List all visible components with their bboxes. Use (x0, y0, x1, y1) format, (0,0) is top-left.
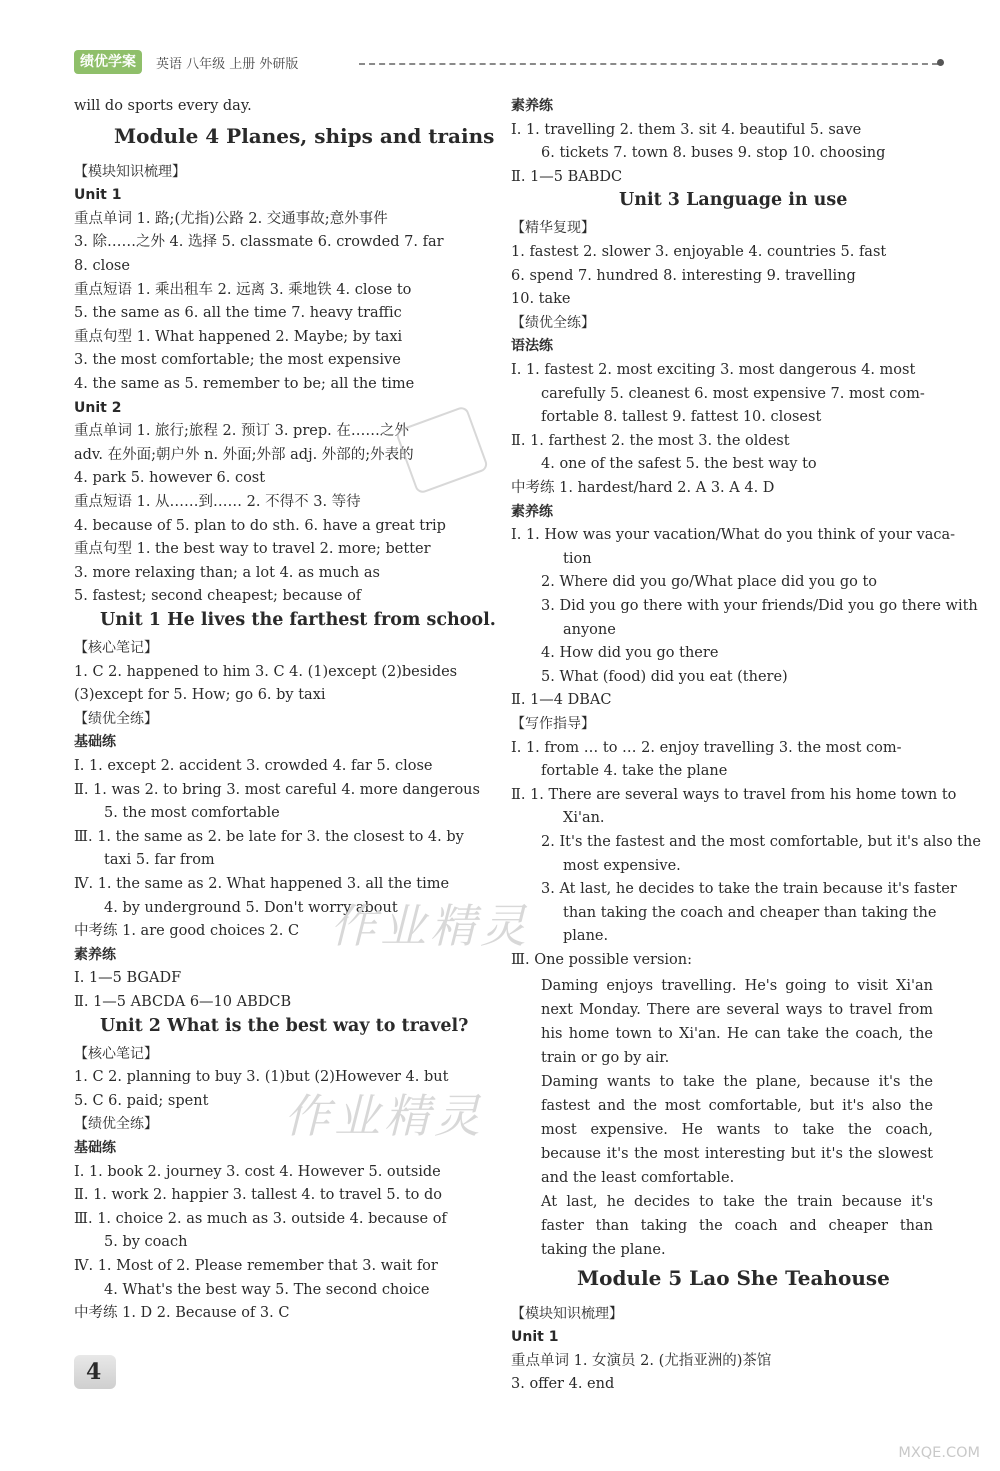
answer-line: 2. Where did you go/What place did you go to (541, 574, 878, 591)
answer-line: 1. C 2. happened to him 3. C 4. (1)except (2)besides (74, 663, 458, 680)
subsection-label: 素养练 (511, 503, 553, 520)
section-tag: 【写作指导】 (511, 716, 595, 732)
subsection-label: Unit 1 (74, 187, 122, 204)
answer-line: Ⅲ. 1. the same as 2. be late for 3. the closest to 4. by (74, 828, 464, 845)
answer-line: 重点句型 1. the best way to travel 2. more; better (74, 541, 431, 558)
answer-line: Ⅲ. 1. choice 2. as much as 3. outside 4. because of (74, 1210, 447, 1227)
answer-line: 中考练 1. are good choices 2. C (74, 923, 300, 940)
subsection-label: 素养练 (74, 946, 116, 963)
section-tag: 【精华复现】 (511, 220, 595, 237)
subsection-label: Unit 2 (74, 399, 122, 416)
answer-line: 1. C 2. planning to buy 3. (1)but (2)However 4. but (74, 1069, 449, 1086)
answer-line: Ⅱ. 1. There are several ways to travel from his home town to (511, 786, 957, 803)
answer-line: Ⅲ. One possible version: (511, 952, 692, 968)
section-tag: 【模块知识梳理】 (511, 1305, 623, 1322)
answer-line: Ⅱ. 1. was 2. to bring 3. most careful 4. more dangerous (74, 781, 480, 798)
answer-line: 5. C 6. paid; spent (74, 1092, 209, 1109)
header-dot-icon (937, 59, 944, 66)
answer-line: 5. the most comfortable (104, 805, 280, 822)
answer-line: 2. It's the fastest and the most comfortable, but it's also the (541, 834, 981, 850)
answer-line: 3. 除……之外 4. 选择 5. classmate 6. crowded 7. far (74, 234, 444, 251)
book-subtitle: 英语 八年级 上册 外研版 (156, 57, 299, 72)
stamp-watermark-icon (395, 405, 490, 495)
answer-line: 5. fastest; second cheapest; because of (74, 588, 362, 605)
answer-line: Ⅱ. 1. farthest 2. the most 3. the oldest (511, 432, 790, 449)
answer-line: adv. 在外面;朝户外 n. 外面;外部 adj. 外部的;外表的 (74, 446, 414, 463)
answer-line: 3. offer 4. end (511, 1376, 615, 1393)
essay-paragraph: Daming wants to take the plane, because it's the fastest and the most comfortable, but it's also the most expensive. He wants to take the coach, because it's the most interesting but it's the slowest and the least comfortable. (541, 1073, 933, 1186)
answer-line: 6. tickets 7. town 8. buses 9. stop 10. choosing (541, 145, 886, 162)
answer-line: anyone (563, 621, 616, 638)
subsection-label: 素养练 (511, 98, 553, 114)
answer-line: Ⅰ. 1—5 BGADF (74, 970, 182, 987)
answer-line: than taking the coach and cheaper than taking the (563, 904, 937, 921)
answer-line: most expensive. (563, 857, 681, 874)
section-tag: 【绩优全练】 (74, 1116, 158, 1133)
answer-line: 5. What (food) did you eat (there) (541, 668, 788, 685)
section-tag: 【模块知识梳理】 (74, 163, 186, 180)
page-header (74, 50, 944, 76)
answer-line: (3)except for 5. How; go 6. by taxi (74, 687, 326, 704)
watermark-text: 作业精灵 (330, 899, 530, 953)
answer-line: Ⅳ. 1. Most of 2. Please remember that 3. wait for (74, 1258, 438, 1274)
answer-line: 4. the same as 5. remember to be; all the time (74, 376, 415, 392)
answer-line: Ⅰ. 1. fastest 2. most exciting 3. most dangerous 4. most (511, 362, 916, 378)
subsection-label: 基础练 (74, 1140, 116, 1156)
section-tag: 【核心笔记】 (74, 640, 158, 656)
subsection-label: 基础练 (74, 734, 116, 751)
unit-heading: Unit 3 Language in use (619, 190, 848, 211)
answer-line: 10. take (511, 291, 571, 308)
answer-line: will do sports every day. (74, 98, 252, 114)
answer-line: 4. one of the safest 5. the best way to (541, 456, 817, 473)
section-tag: 【绩优全练】 (511, 314, 595, 331)
answer-line: 中考练 1. hardest/hard 2. A 3. A 4. D (511, 480, 775, 496)
header-divider (359, 63, 938, 65)
answer-line: Ⅱ. 1—4 DBAC (511, 692, 612, 709)
answer-line: Ⅱ. 1—5 ABCDA 6—10 ABDCB (74, 994, 292, 1010)
answer-line: Ⅰ. 1. How was your vacation/What do you think of your vaca- (511, 527, 956, 544)
section-tag: 【绩优全练】 (74, 710, 158, 727)
essay-paragraph: Daming enjoys travelling. He's going to visit Xi'an next Monday. There are several ways to travel from his home town to Xi'an. He can take the coach, the train or go by air. (541, 977, 933, 1066)
unit-heading: Unit 1 He lives the farthest from school. (100, 610, 496, 630)
answer-line: tion (563, 550, 592, 567)
answer-line: Ⅰ. 1. from … to … 2. enjoy travelling 3. the most com- (511, 739, 902, 756)
book-logo: 绩优学案 (74, 50, 142, 74)
answer-line: 5. by coach (104, 1234, 188, 1251)
answer-line: 重点单词 1. 路;(尤指)公路 2. 交通事故;意外事件 (74, 210, 388, 227)
answer-line: Ⅰ. 1. except 2. accident 3. crowded 4. far 5. close (74, 758, 433, 774)
answer-line: 4. What's the best way 5. The second choice (104, 1281, 430, 1298)
answer-line: 6. spend 7. hundred 8. interesting 9. travelling (511, 267, 856, 284)
answer-line: taxi 5. far from (104, 852, 215, 869)
subsection-label: 语法练 (511, 338, 553, 355)
answer-line: Ⅱ. 1. work 2. happier 3. tallest 4. to travel 5. to do (74, 1187, 443, 1204)
module-heading: Module 5 Lao She Teahouse (577, 1265, 890, 1290)
answer-line: 重点句型 1. What happened 2. Maybe; by taxi (74, 328, 403, 345)
answer-line: 重点短语 1. 从……到…… 2. 不得不 3. 等待 (74, 494, 361, 510)
answer-line: 重点单词 1. 旅行;旅程 2. 预订 3. prep. 在……之外 (74, 423, 409, 440)
answer-line: 3. the most comfortable; the most expensive (74, 352, 401, 369)
answer-line: Ⅰ. 1. book 2. journey 3. cost 4. However 5. outside (74, 1163, 441, 1180)
answer-line: 1. fastest 2. slower 3. enjoyable 4. countries 5. fast (511, 244, 887, 260)
answer-line: 中考练 1. D 2. Because of 3. C (74, 1305, 290, 1322)
answer-line: 重点短语 1. 乘出租车 2. 远离 3. 乘地铁 4. close to (74, 281, 412, 298)
answer-line: fortable 8. tallest 9. fattest 10. closest (541, 409, 822, 426)
answer-line: fortable 4. take the plane (541, 763, 728, 780)
corner-watermark: MXQE.COM (898, 1445, 980, 1461)
answer-line: 4. by underground 5. Don't worry about (104, 899, 398, 916)
module-heading: Module 4 Planes, ships and trains (114, 123, 495, 148)
essay-paragraph: At last, he decides to take the train because it's faster than taking the coach and cheaper than taking the plane. (541, 1193, 933, 1258)
watermark-text: 作业精灵 (284, 1089, 484, 1143)
answer-line: 4. because of 5. plan to do sth. 6. have a great trip (74, 517, 446, 534)
answer-line: plane. (563, 928, 609, 945)
section-tag: 【核心笔记】 (74, 1045, 158, 1062)
answer-line: 3. Did you go there with your friends/Did you go there with (541, 598, 978, 614)
answer-line: 8. close (74, 258, 130, 274)
unit-heading: Unit 2 What is the best way to travel? (100, 1015, 469, 1036)
answer-line: 4. park 5. however 6. cost (74, 470, 266, 487)
answer-line: Ⅱ. 1—5 BABDC (511, 168, 623, 185)
answer-line: 3. more relaxing than; a lot 4. as much as (74, 564, 380, 581)
subsection-label: Unit 1 (511, 1329, 559, 1346)
answer-line: carefully 5. cleanest 6. most expensive 7. most com- (541, 385, 925, 402)
answer-line: 3. At last, he decides to take the train because it's faster (541, 881, 957, 898)
page-number: 4 (74, 1355, 116, 1389)
answer-line: Ⅰ. 1. travelling 2. them 3. sit 4. beautiful 5. save (511, 121, 862, 138)
answer-line: Xi'an. (563, 810, 605, 827)
answer-line: 重点单词 1. 女演员 2. (尤指亚洲的)茶馆 (511, 1352, 772, 1369)
answer-line: 4. How did you go there (541, 645, 719, 662)
answer-line: 5. the same as 6. all the time 7. heavy traffic (74, 305, 402, 322)
answer-line: Ⅳ. 1. the same as 2. What happened 3. all the time (74, 876, 450, 892)
